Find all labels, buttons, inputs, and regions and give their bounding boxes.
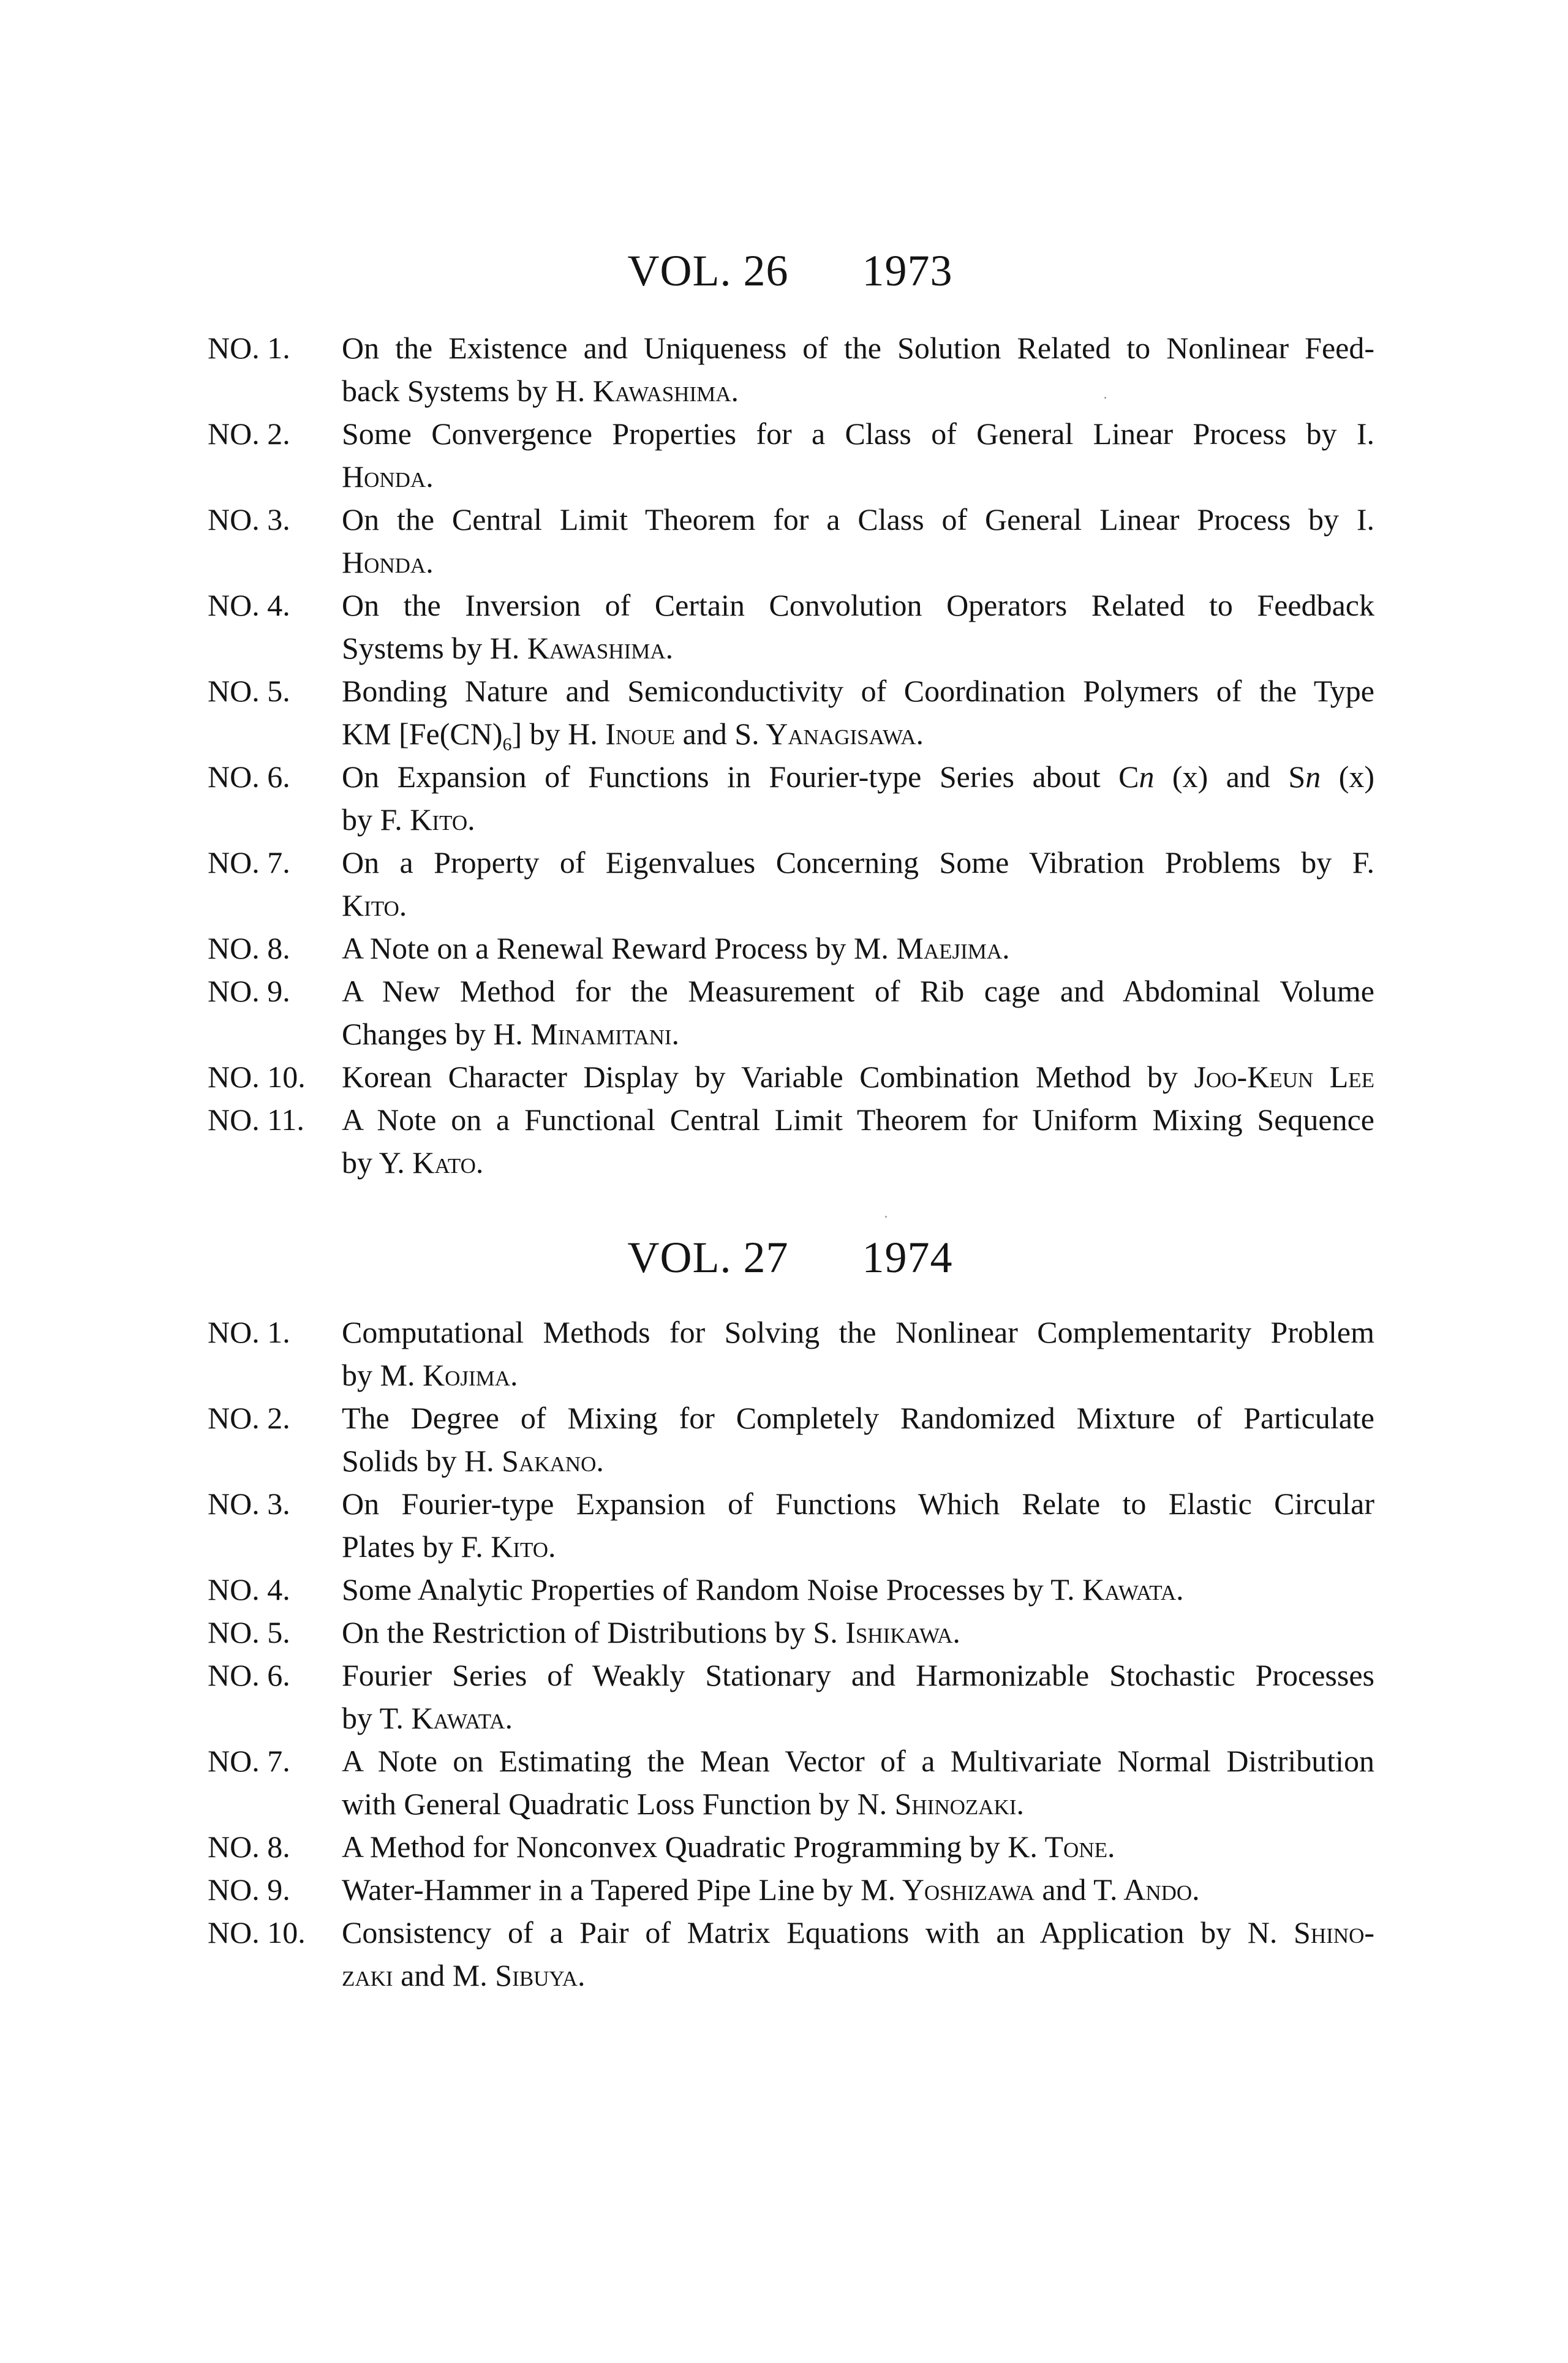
article-citation	[342, 1098, 1374, 1184]
article-entry	[208, 669, 1374, 755]
text-run: .	[426, 545, 434, 579]
text-run: A Method for Nonconvex Quadratic Programming by K. T	[342, 1830, 1064, 1864]
article-entry	[208, 1568, 1374, 1611]
citation-line	[342, 927, 1374, 970]
article-entry	[208, 1396, 1374, 1482]
author-smallcaps: ito	[364, 888, 399, 922]
text-run: (x) and S	[1154, 759, 1306, 794]
article-citation	[342, 1739, 1374, 1825]
citation-line	[342, 841, 1374, 884]
article-citation	[342, 1825, 1374, 1868]
author-smallcaps: anagisawa	[788, 717, 916, 751]
text-run: On the Central Limit Theorem for a Class of General Linear Process by I.	[342, 502, 1374, 537]
article-number: NO. 6.	[208, 1658, 290, 1692]
author-smallcaps: inamitani	[557, 1017, 672, 1051]
text-run: On a Property of Eigenvalues Concerning Some Vibration Problems by F.	[342, 845, 1374, 880]
text-run: A Note on a Renewal Reward Process by M. M	[342, 931, 924, 965]
article-entry	[208, 1055, 1374, 1098]
article-citation	[342, 1568, 1374, 1611]
text-run: K	[342, 888, 364, 922]
article-entry	[208, 970, 1374, 1055]
text-run: Some Convergence Properties for a Class of General Linear Process by I.	[342, 416, 1374, 451]
text-run: .	[467, 802, 475, 837]
text-run: On Fourier-type Expansion of Functions Which Relate to Elastic Circular	[342, 1487, 1374, 1521]
text-run: KM [Fe(CN)	[342, 717, 503, 751]
text-run: .	[596, 1444, 604, 1478]
article-citation	[342, 1611, 1374, 1654]
author-smallcaps: awata	[1104, 1572, 1177, 1607]
citation-line	[342, 1825, 1374, 1868]
article-entry	[208, 1611, 1374, 1654]
article-number: NO. 1.	[208, 1315, 290, 1349]
article-citation	[342, 669, 1374, 755]
article-number: NO. 6.	[208, 759, 290, 794]
article-entry	[208, 498, 1374, 584]
citation-line	[342, 1055, 1374, 1098]
text-run: .	[1192, 1872, 1200, 1907]
text-run: Systems by H. K	[342, 631, 549, 665]
citation-line	[342, 1311, 1374, 1354]
volume-year: 1974	[862, 1233, 953, 1282]
author-smallcaps: oshizawa	[924, 1872, 1035, 1907]
author-smallcaps: akano	[518, 1444, 597, 1478]
citation-line	[342, 884, 1374, 927]
author-smallcaps: zaki	[342, 1958, 393, 1992]
author-smallcaps: aejima	[923, 931, 1003, 965]
author-smallcaps: awashima	[614, 374, 731, 408]
article-entry	[208, 1098, 1374, 1184]
author-smallcaps: ojima	[445, 1358, 511, 1392]
text-run: On the Existence and Uniqueness of the Solution Related to Nonlinear Feed-	[342, 331, 1374, 365]
text-run: .	[916, 717, 924, 751]
author-smallcaps: onda	[364, 459, 426, 494]
article-entry	[208, 1825, 1374, 1868]
article-number: NO. 9.	[208, 974, 290, 1008]
article-citation	[342, 1055, 1374, 1098]
citation-line	[342, 1697, 1374, 1739]
article-entry	[208, 755, 1374, 841]
text-run: with General Quadratic Loss Function by N. S	[342, 1787, 912, 1821]
article-number: NO. 3.	[208, 502, 290, 537]
text-run: Korean Character Display by Variable Combination Method by J	[342, 1060, 1206, 1094]
article-entry	[208, 1311, 1374, 1396]
text-run: .	[1016, 1787, 1024, 1821]
article-citation	[342, 1911, 1374, 1997]
text-run: .	[1107, 1830, 1115, 1864]
author-smallcaps: ito	[513, 1529, 549, 1564]
article-citation	[342, 1482, 1374, 1568]
text-run: and T. A	[1034, 1872, 1146, 1907]
citation-line	[342, 627, 1374, 669]
citation-line	[342, 1482, 1374, 1525]
article-citation	[342, 927, 1374, 970]
text-run: Fourier Series of Weakly Stationary and Harmonizable Stochastic Processes	[342, 1658, 1374, 1692]
article-number: NO. 4.	[208, 1572, 290, 1607]
article-list	[208, 326, 1374, 1184]
text-run: Changes by H. M	[342, 1017, 558, 1051]
article-citation	[342, 412, 1374, 498]
text-run: (x)	[1321, 759, 1374, 794]
volume-year: 1973	[862, 246, 953, 295]
text-run: Consistency of a Pair of Matrix Equations with an Application by N. S	[342, 1915, 1311, 1950]
article-number: NO. 8.	[208, 931, 290, 965]
author-smallcaps: one	[1063, 1830, 1107, 1864]
article-number: NO. 10.	[208, 1915, 306, 1950]
italic-symbol: n	[1139, 759, 1155, 794]
author-smallcaps: oo	[1205, 1060, 1237, 1094]
citation-line	[342, 369, 1374, 412]
article-number: NO. 3.	[208, 1487, 290, 1521]
author-smallcaps: awata	[433, 1701, 505, 1735]
author-smallcaps: ito	[432, 802, 468, 837]
volume-heading	[0, 246, 1568, 295]
citation-line	[342, 1525, 1374, 1568]
article-citation	[342, 498, 1374, 584]
scan-speck	[1104, 397, 1106, 399]
citation-line	[342, 669, 1374, 712]
text-run: by Y. K	[342, 1145, 435, 1180]
article-entry	[208, 927, 1374, 970]
author-smallcaps: ndo	[1145, 1872, 1193, 1907]
citation-line	[342, 798, 1374, 841]
text-run: Solids by H. S	[342, 1444, 519, 1478]
article-entry	[208, 1482, 1374, 1568]
citation-line	[342, 412, 1374, 455]
article-entry	[208, 1911, 1374, 1997]
article-entry	[208, 412, 1374, 498]
article-citation	[342, 326, 1374, 412]
article-entry	[208, 841, 1374, 927]
article-number: NO. 9.	[208, 1872, 290, 1907]
article-number: NO. 4.	[208, 588, 290, 622]
text-run: .	[665, 631, 674, 665]
citation-line	[342, 1911, 1374, 1954]
citation-line	[342, 326, 1374, 369]
article-number: NO. 7.	[208, 1744, 290, 1778]
article-entry	[208, 1739, 1374, 1825]
text-run: On the Inversion of Certain Convolution Operators Related to Feedback	[342, 588, 1374, 622]
author-smallcaps: awashima	[549, 631, 666, 665]
text-run: On the Restriction of Distributions by S. I	[342, 1615, 856, 1649]
article-citation	[342, 755, 1374, 841]
article-number: NO. 2.	[208, 416, 290, 451]
citation-line	[342, 970, 1374, 1012]
author-smallcaps: hinozaki	[911, 1787, 1017, 1821]
text-run: .	[731, 374, 739, 408]
citation-line	[342, 1568, 1374, 1611]
text-run: On Expansion of Functions in Fourier-type Series about C	[342, 759, 1139, 794]
text-run: and S. Y	[675, 717, 788, 751]
citation-line	[342, 1354, 1374, 1396]
volume-number: VOL. 26	[627, 246, 789, 295]
text-run: Plates by F. K	[342, 1529, 513, 1564]
citation-line	[342, 1782, 1374, 1825]
author-smallcaps: noue	[615, 717, 676, 751]
article-number: NO. 5.	[208, 674, 290, 708]
text-run: by M. K	[342, 1358, 445, 1392]
citation-line	[342, 1439, 1374, 1482]
author-smallcaps: ee	[1348, 1060, 1374, 1094]
citation-line	[342, 1739, 1374, 1782]
article-number: NO. 11.	[208, 1102, 304, 1137]
volume-number: VOL. 27	[627, 1233, 789, 1282]
article-citation	[342, 970, 1374, 1055]
text-run: .	[671, 1017, 680, 1051]
text-run: .	[1002, 931, 1010, 965]
article-entry	[208, 584, 1374, 669]
text-run: .	[1176, 1572, 1184, 1607]
italic-symbol: n	[1305, 759, 1321, 794]
text-run: by F. K	[342, 802, 432, 837]
article-number: NO. 10.	[208, 1060, 306, 1094]
article-citation	[342, 1654, 1374, 1739]
volume-heading	[0, 1233, 1568, 1282]
text-run: Bonding Nature and Semiconductivity of Coordination Polymers of the Type	[342, 674, 1374, 708]
author-smallcaps: ibuya	[512, 1958, 578, 1992]
citation-line	[342, 1141, 1374, 1184]
article-number: NO. 7.	[208, 845, 290, 880]
text-run: and M. S	[393, 1958, 513, 1992]
author-smallcaps: hino	[1310, 1915, 1365, 1950]
article-citation	[342, 1396, 1374, 1482]
scan-speck	[885, 1216, 887, 1218]
citation-line	[342, 584, 1374, 627]
author-smallcaps: shikawa	[855, 1615, 953, 1649]
citation-line	[342, 455, 1374, 498]
citation-line	[342, 1098, 1374, 1141]
text-run: A Note on Estimating the Mean Vector of a Multivariate Normal Distribution	[342, 1744, 1374, 1778]
text-run: Some Analytic Properties of Random Noise Processes by T. K	[342, 1572, 1105, 1607]
article-entry	[208, 326, 1374, 412]
text-run: .	[426, 459, 434, 494]
citation-line	[342, 1611, 1374, 1654]
text-run: .	[505, 1701, 513, 1735]
citation-line	[342, 1654, 1374, 1697]
article-list	[208, 1311, 1374, 1997]
article-number: NO. 1.	[208, 331, 290, 365]
citation-line	[342, 755, 1374, 798]
text-run: ] by H. I	[511, 717, 616, 751]
text-run: -	[1364, 1915, 1374, 1950]
article-number: NO. 2.	[208, 1401, 290, 1435]
text-run: .	[578, 1958, 586, 1992]
article-entry	[208, 1654, 1374, 1739]
text-run: by T. K	[342, 1701, 434, 1735]
citation-line	[342, 1396, 1374, 1439]
text-run: H	[342, 545, 364, 579]
citation-line	[342, 1012, 1374, 1055]
article-citation	[342, 841, 1374, 927]
article-citation	[342, 1868, 1374, 1911]
text-run: .	[399, 888, 407, 922]
text-run: A Note on a Functional Central Limit Theorem for Uniform Mixing Sequence	[342, 1102, 1374, 1137]
text-run: -K	[1237, 1060, 1270, 1094]
citation-line	[342, 498, 1374, 541]
article-entry	[208, 1868, 1374, 1911]
text-run: H	[342, 459, 364, 494]
text-run: .	[510, 1358, 518, 1392]
article-number: NO. 8.	[208, 1830, 290, 1864]
article-citation	[342, 1311, 1374, 1396]
article-number: NO. 5.	[208, 1615, 290, 1649]
text-run: Computational Methods for Solving the Nonlinear Complementarity Problem	[342, 1315, 1374, 1349]
text-run: .	[475, 1145, 484, 1180]
subscript: 6	[502, 734, 512, 755]
text-run: The Degree of Mixing for Completely Randomized Mixture of Particulate	[342, 1401, 1374, 1435]
text-run: L	[1313, 1060, 1349, 1094]
citation-line	[342, 541, 1374, 584]
text-run: Water-Hammer in a Tapered Pipe Line by M. Y	[342, 1872, 924, 1907]
citation-line	[342, 1868, 1374, 1911]
text-run: .	[548, 1529, 556, 1564]
citation-line	[342, 1954, 1374, 1997]
citation-line	[342, 712, 1374, 755]
text-run: A New Method for the Measurement of Rib cage and Abdominal Volume	[342, 974, 1374, 1008]
article-citation	[342, 584, 1374, 669]
author-smallcaps: eun	[1269, 1060, 1314, 1094]
text-run: .	[952, 1615, 960, 1649]
text-run: back Systems by H. K	[342, 374, 615, 408]
author-smallcaps: onda	[364, 545, 426, 579]
author-smallcaps: ato	[434, 1145, 476, 1180]
